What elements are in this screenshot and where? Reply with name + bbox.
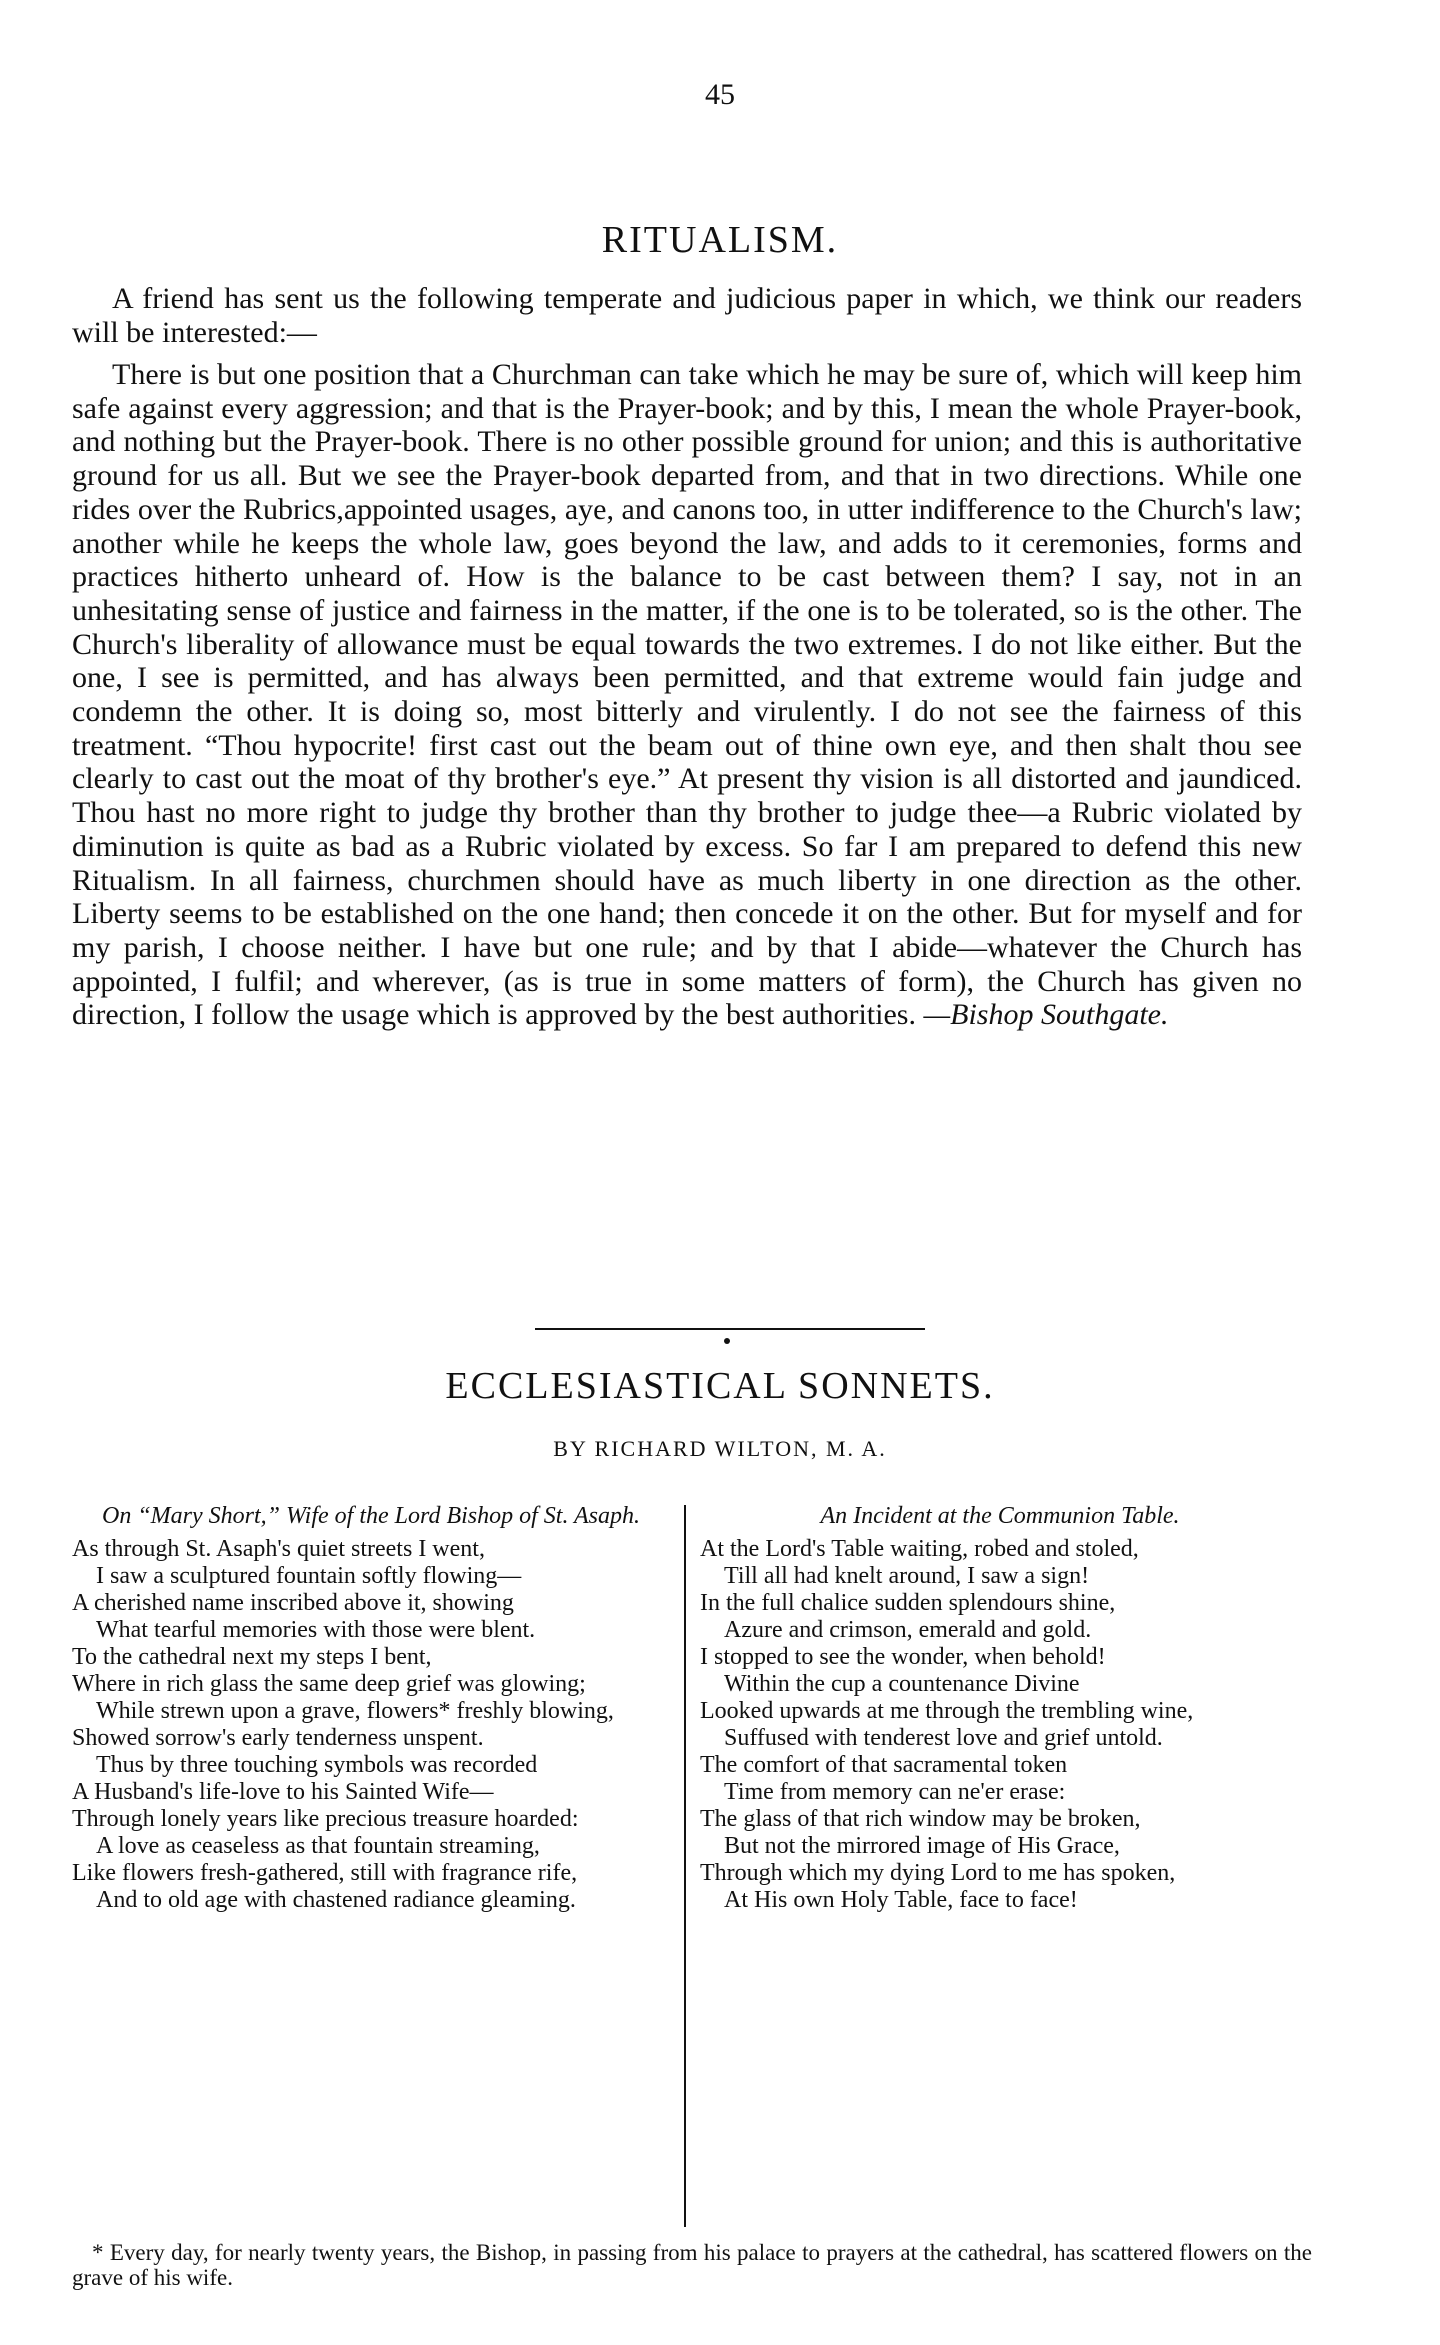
poem-line: Till all had knelt around, I saw a sign! xyxy=(724,1563,1090,1589)
poem-line: A Husband's life-love to his Sainted Wife— xyxy=(72,1779,494,1805)
poem-line: I stopped to see the wonder, when behold! xyxy=(700,1644,1106,1670)
ritualism-title: RITUALISM. xyxy=(601,219,839,261)
poem-line: A cherished name inscribed above it, showing xyxy=(72,1590,514,1616)
poem-line: As through St. Asaph's quiet streets I went, xyxy=(72,1536,485,1562)
section-divider xyxy=(535,1328,925,1330)
poem-line: Looked upwards at me through the trembling wine, xyxy=(700,1698,1194,1724)
poem-line: Where in rich glass the same deep grief was glowing; xyxy=(72,1671,586,1697)
poem-line: And to old age with chastened radiance gleaming. xyxy=(96,1887,576,1913)
footnote: * Every day, for nearly twenty years, the Bishop, in passing from his palace to prayers at the cathedral, has scattered flowers on the grave of his wife. xyxy=(72,2240,1312,2290)
left-sonnet xyxy=(72,1502,670,1914)
poem-line: Through which my dying Lord to me has spoken, xyxy=(700,1860,1176,1886)
poem-line: Showed sorrow's early tenderness unspent. xyxy=(72,1725,484,1751)
sonnets-byline: BY RICHARD WILTON, M. A. xyxy=(553,1436,887,1461)
poem-line: The comfort of that sacramental token xyxy=(700,1752,1068,1778)
ritualism-intro: A friend has sent us the following temperate and judicious paper in which, we think our readers will be interested:— xyxy=(72,282,1302,349)
ritualism-body xyxy=(72,358,1302,1032)
poem-line: A love as ceaseless as that fountain streaming, xyxy=(96,1833,540,1859)
poem-line: While strewn upon a grave, flowers* freshly blowing, xyxy=(96,1698,614,1724)
left-sonnet-title: On “Mary Short,” Wife of the Lord Bishop of St. Asaph. xyxy=(101,1503,641,1529)
poem-line: Like flowers fresh-gathered, still with fragrance rife, xyxy=(72,1860,578,1886)
page-number: 45 xyxy=(705,78,735,111)
right-sonnet-title: An Incident at the Communion Table. xyxy=(820,1503,1180,1529)
poem-line: To the cathedral next my steps I bent, xyxy=(72,1644,432,1670)
poem-line: The glass of that rich window may be broken, xyxy=(700,1806,1141,1832)
poem-line: Suffused with tenderest love and grief untold. xyxy=(724,1725,1163,1751)
poem-line: Within the cup a countenance Divine xyxy=(724,1671,1080,1697)
poem-line: What tearful memories with those were blent. xyxy=(96,1617,536,1643)
poem-line: Azure and crimson, emerald and gold. xyxy=(724,1617,1092,1643)
column-rule xyxy=(684,1505,686,2227)
poem-line: But not the mirrored image of His Grace, xyxy=(724,1833,1120,1859)
ritualism-body-text: There is but one position that a Churchman can take which he may be sure of, which will keep him safe against every aggression; and that is the Prayer-book; and by this, I mean the whole Prayer-book, and nothing but the Prayer-book. There is no other possible ground for union; and this is authoritative ground for us all. But we see the Prayer-book departed from, and that in two directions. While one rides over the Rubrics,appointed usages, aye, and canons too, in utter indifference to the Church's law; another while he keeps the whole law, goes beyond the law, and adds to it ceremonies, forms and practices hitherto unheard of. How is the balance to be cast between them? I say, not in an unhesitating sense of justice and fairness in the matter, if the one is to be tolerated, so is the other. The Church's liberality of allowance must be equal towards the two extremes. I do not like either. But the one, I see is permitted, and has always been permitted, and that extreme would fain judge and condemn the other. It is doing so, most bitterly and virulently. I do not see the fairness of this treatment. “Thou hypocrite! first cast out the beam out of thine own eye, and then shalt thou see clearly to cast out the moat of thy brother's eye.” At present thy vision is all distorted and jaundiced. Thou hast no more right to judge thy brother than thy brother to judge thee—a Rubric violated by diminution is quite as bad as a Rubric violated by excess. So far I am prepared to defend this new Ritualism. In all fairness, churchmen should have as much liberty in one direction as the other. Liberty seems to be established on the one hand; then concede it on the other. But for myself and for my parish, I choose neither. I have but one rule; and by that I abide—whatever the Church has appointed, I fulfil; and wherever, (as is true in some matters of form), the Church has given no direction, I follow the usage which is approved by the best authorities. xyxy=(72,358,1302,1032)
right-sonnet xyxy=(700,1502,1300,1914)
poem-line: I saw a sculptured fountain softly flowing— xyxy=(96,1563,522,1589)
poem-line: In the full chalice sudden splendours shine, xyxy=(700,1590,1116,1616)
poem-line: Through lonely years like precious treasure hoarded: xyxy=(72,1806,579,1832)
ritualism-attribution: —Bishop Southgate. xyxy=(923,998,1169,1032)
poem-line: Time from memory can ne'er erase: xyxy=(724,1779,1066,1805)
sonnets-title: ECCLESIASTICAL SONNETS. xyxy=(445,1365,995,1407)
section-divider-dot xyxy=(724,1338,730,1344)
poem-line: At His own Holy Table, face to face! xyxy=(724,1887,1078,1913)
poem-line: Thus by three touching symbols was recorded xyxy=(96,1752,538,1778)
poem-line: At the Lord's Table waiting, robed and stoled, xyxy=(700,1536,1139,1562)
